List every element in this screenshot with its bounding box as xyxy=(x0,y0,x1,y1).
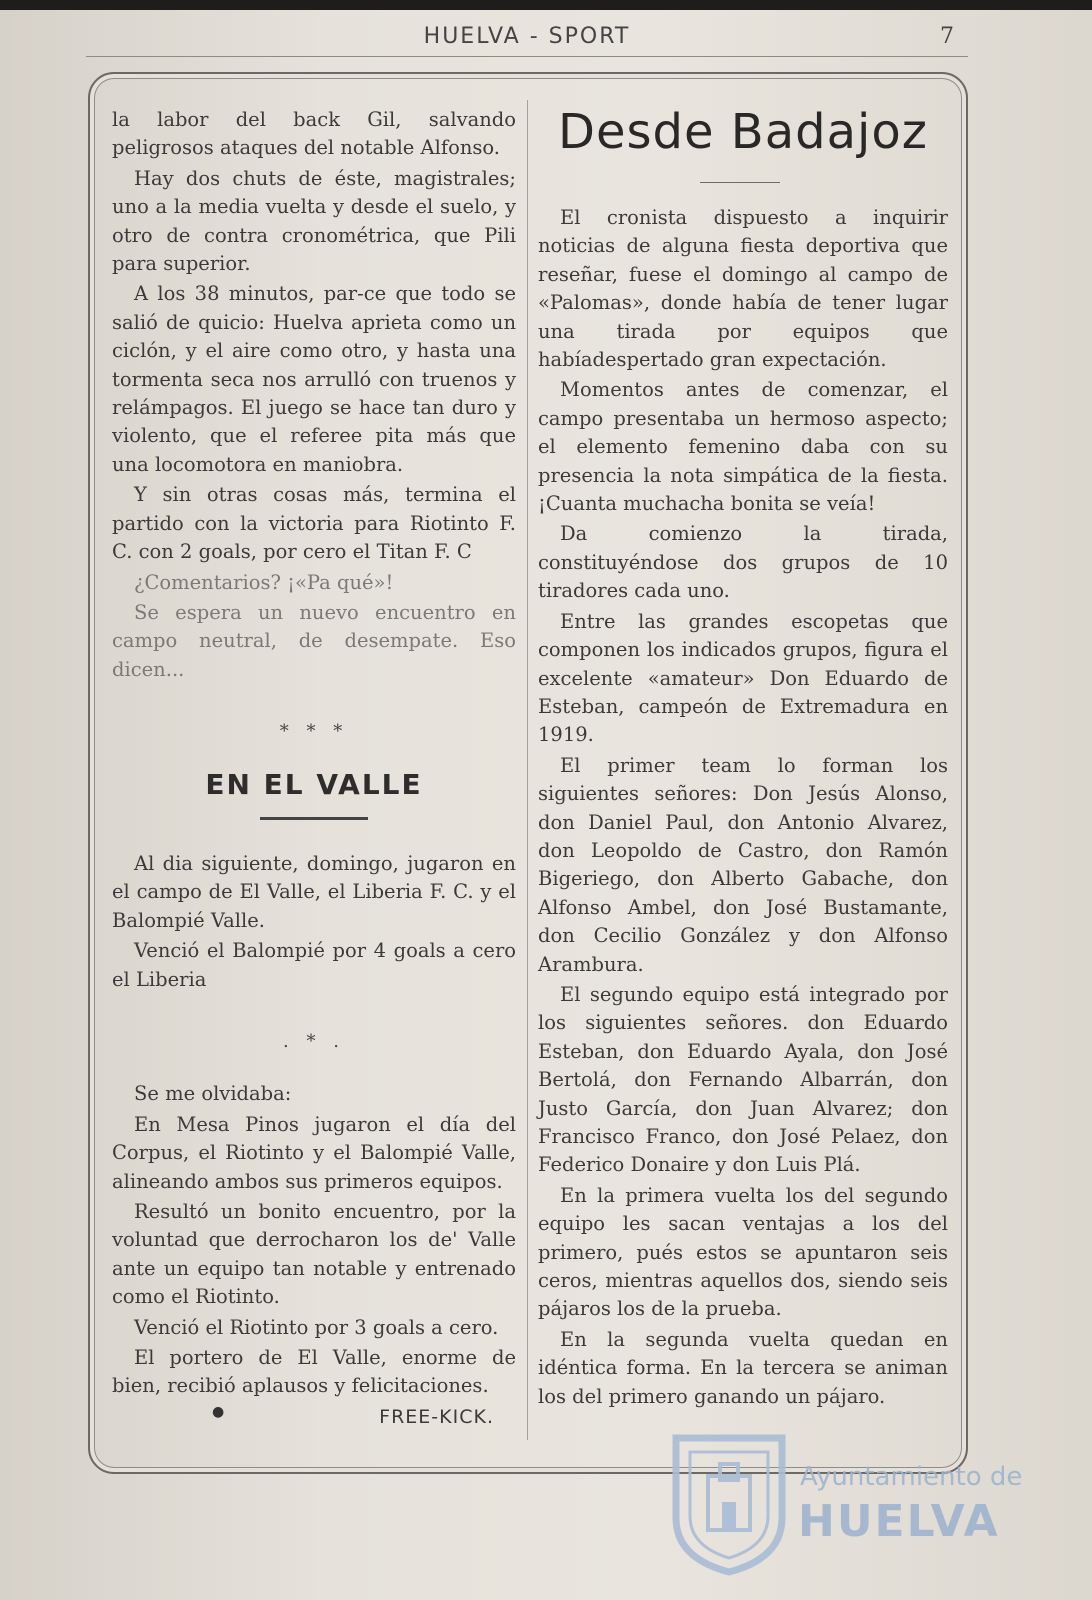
top-dark-edge xyxy=(0,0,1092,10)
city-seal-icon xyxy=(664,1426,794,1576)
publication-title: HUELVA - SPORT xyxy=(423,24,631,49)
separator-dots: * * * xyxy=(279,721,349,743)
paragraph: A los 38 minutos, par-ce que todo se salió de quicio: Huelva aprieta como un ciclón, y el aire como otro, y hasta una tormenta seca nos arrulló con truenos y relámpagos. El juego se hace tan duro y violento, que el referee pita más que una locomotora en maniobra. xyxy=(112,282,516,476)
paragraph: El segundo equipo está integrado por los siguientes señores. don Eduardo Esteban, don Eduardo Ayala, don José Bertolá, don Fernando Albarrán, don Justo García, don Juan Alvarez; don Francisco Franco, don José Pelaez, don Federico Donaire y don Luis Plá. xyxy=(538,982,948,1177)
paragraph: Da comienzo la tirada, constituyéndose dos grupos de 10 tiradores cada uno. xyxy=(538,522,948,603)
separator-dots: . * . xyxy=(283,1030,345,1052)
column-divider xyxy=(527,100,528,1440)
paragraph: El primer team lo forman los siguientes señores: Don Jesús Alonso, don Daniel Paul, don Antonio Alvarez, don Leopoldo de Castro, don Ramón Bigeriego, don Alberto Gabache, don Alfonso Ambel, don José Bustamante, don Cecilio González y don Alfonso Arambura. xyxy=(538,753,948,976)
paragraph: Se me olvidaba: xyxy=(134,1082,292,1106)
paragraph: Al dia siguiente, domingo, jugaron en el campo de El Valle, el Liberia F. C. y el Balompié Valle. xyxy=(112,851,516,932)
paragraph: En la primera vuelta los del segundo equipo les sacan ventajas a los del primero, pués estos se apuntaron seis ceros, mientras aquellos dos, siendo seis pájaros los de la prueba. xyxy=(538,1183,948,1321)
article-headline: Desde Badajoz xyxy=(558,104,928,160)
watermark-line1: Ayuntamiento de xyxy=(800,1462,1023,1492)
running-header xyxy=(86,24,968,57)
paragraph: ¿Comentarios? ¡«Pa qué»! xyxy=(134,570,394,594)
paragraph: Resultó un bonito encuentro, por la voluntad que derrocharon los de' Valle ante un equipo tan notable y entrenado como el Riotinto. xyxy=(112,1200,516,1309)
page-number: 7 xyxy=(940,24,954,49)
title-rule xyxy=(260,817,368,820)
left-column xyxy=(112,106,516,1431)
paragraph: Y sin otras cosas más, termina el partido con la victoria para Riotinto F. C. con 2 goals, por cero el Titan F. C xyxy=(112,483,516,564)
watermark xyxy=(664,1426,1084,1576)
bullet-dot-icon: ● xyxy=(212,1404,225,1420)
paragraph: El portero de El Valle, enorme de bien, recibió aplausos y felicitaciones. xyxy=(112,1346,516,1398)
paragraph: Hay dos chuts de éste, magistrales; uno a la media vuelta y desde el suelo, y otro de contra cronométrica, que Pili para superior. xyxy=(112,166,516,276)
paragraph: El cronista dispuesto a inquirir noticias de alguna fiesta deportiva que reseñar, fuese el domingo al campo de «Palomas», donde había de tener lugar una tirada por equipos que habíadespertado gran expectación. xyxy=(538,206,948,372)
paragraph: En la segunda vuelta quedan en idéntica forma. En la tercera se animan los del primero ganando un pájaro. xyxy=(538,1327,948,1408)
paragraph: Entre las grandes escopetas que componen los indicados grupos, figura el excelente «amateur» Don Eduardo de Esteban, campeón de Extremadura en 1919. xyxy=(538,609,948,747)
watermark-line2: HUELVA xyxy=(798,1496,1000,1547)
paragraph: Venció el Riotinto por 3 goals a cero. xyxy=(134,1315,499,1339)
paragraph: En Mesa Pinos jugaron el día del Corpus, el Riotinto y el Balompié Valle, alineando ambos sus primeros equipos. xyxy=(112,1112,516,1193)
paragraph: Se espera un nuevo encuentro en campo neutral, de desempate. Eso dicen... xyxy=(112,600,516,681)
headline-rule xyxy=(700,182,780,183)
section-title: EN EL VALLE xyxy=(205,767,423,801)
right-column xyxy=(538,204,948,1413)
paragraph: la labor del back Gil, salvando peligrosos ataques del notable Alfonso. xyxy=(112,108,516,160)
author-signature: FREE-KICK. xyxy=(379,1405,494,1428)
paragraph: Momentos antes de comenzar, el campo presentaba un hermoso aspecto; el elemento femenino daba con su presencia la nota simpática de la fiesta. ¡Cuanta muchacha bonita se veía! xyxy=(538,378,948,516)
paragraph: Venció el Balompié por 4 goals a cero el Liberia xyxy=(112,939,516,991)
